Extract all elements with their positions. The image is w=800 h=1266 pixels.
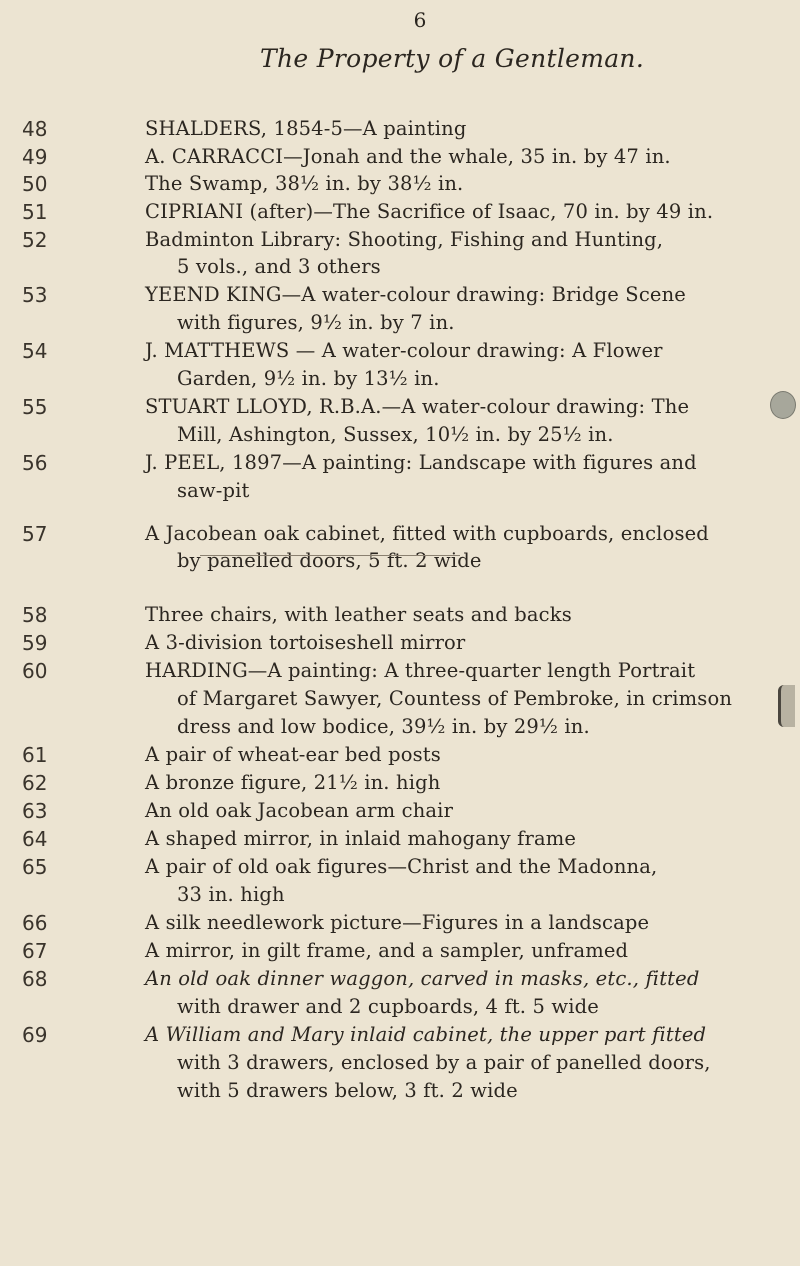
lot-number: 57: [22, 522, 48, 546]
lot-line: A Jacobean oak cabinet, fitted with cupboards, enclosed: [145, 522, 709, 545]
lot-line: A 3-division tortoiseshell mirror: [145, 631, 466, 654]
lot-line: A bronze figure, 21½ in. high: [145, 771, 441, 794]
lot-number: 51: [22, 200, 48, 224]
lot-line: Badminton Library: Shooting, Fishing and Hunting,: [145, 228, 664, 251]
lot-line: A William and Mary inlaid cabinet, the upper part fitted: [145, 1023, 707, 1046]
lot-number: 69: [22, 1023, 48, 1047]
page-number: 6: [413, 8, 427, 32]
lot-line: with figures, 9½ in. by 7 in.: [177, 311, 455, 334]
lot-line: 33 in. high: [177, 883, 285, 906]
lot-line: An old oak dinner waggon, carved in masks, etc., fitted: [145, 967, 700, 990]
lot-line: HARDING—A painting: A three-quarter length Portrait: [145, 659, 696, 682]
margin-mark: [770, 391, 796, 419]
lot-number: 64: [22, 827, 48, 851]
lot-line: by panelled doors, 5 ft. 2 wide: [177, 549, 482, 572]
lot-number: 61: [22, 743, 48, 767]
lot-line: A pair of old oak figures—Christ and the Madonna,: [145, 855, 658, 878]
lot-number: 59: [22, 631, 48, 655]
lot-line: A silk needlework picture—Figures in a landscape: [145, 911, 650, 934]
lot-line: Garden, 9½ in. by 13½ in.: [177, 367, 440, 390]
lot-number: 68: [22, 967, 48, 991]
lot-line: J. MATTHEWS — A water-colour drawing: A Flower: [145, 339, 663, 362]
lot-line: A pair of wheat-ear bed posts: [145, 743, 441, 766]
lot-line: of Margaret Sawyer, Countess of Pembroke, in crimson: [177, 687, 733, 710]
lot-line: with drawer and 2 cupboards, 4 ft. 5 wide: [177, 995, 599, 1018]
lot-number: 60: [22, 659, 48, 683]
lot-number: 63: [22, 799, 48, 823]
lot-line: A. CARRACCI—Jonah and the whale, 35 in. by 47 in.: [145, 145, 671, 168]
lot-number: 58: [22, 603, 48, 627]
lot-number: 65: [22, 855, 48, 879]
lot-line: with 5 drawers below, 3 ft. 2 wide: [177, 1079, 518, 1102]
lot-number: 62: [22, 771, 48, 795]
lot-line: 5 vols., and 3 others: [177, 255, 381, 278]
lot-line: J. PEEL, 1897—A painting: Landscape with figures and: [145, 451, 697, 474]
lot-number: 52: [22, 228, 48, 252]
lot-line: A shaped mirror, in inlaid mahogany frame: [145, 827, 577, 850]
lot-line: dress and low bodice, 39½ in. by 29½ in.: [177, 715, 590, 738]
lot-line: A mirror, in gilt frame, and a sampler, unframed: [145, 939, 629, 962]
page-title: The Property of a Gentleman.: [260, 44, 645, 73]
lot-line: saw-pit: [177, 479, 250, 502]
section-divider: [200, 555, 460, 556]
lot-line: An old oak Jacobean arm chair: [145, 799, 454, 822]
lot-number: 50: [22, 172, 48, 196]
lot-number: 55: [22, 395, 48, 419]
lot-number: 48: [22, 117, 48, 141]
lot-line: STUART LLOYD, R.B.A.—A water-colour drawing: The: [145, 395, 690, 418]
lot-line: Mill, Ashington, Sussex, 10½ in. by 25½ in.: [177, 423, 614, 446]
lot-number: 66: [22, 911, 48, 935]
lot-number: 67: [22, 939, 48, 963]
lot-number: 54: [22, 339, 48, 363]
lot-number: 56: [22, 451, 48, 475]
lot-line: SHALDERS, 1854-5—A painting: [145, 117, 467, 140]
lot-number: 53: [22, 283, 48, 307]
lot-line: The Swamp, 38½ in. by 38½ in.: [145, 172, 464, 195]
lot-line: Three chairs, with leather seats and backs: [145, 603, 572, 626]
lot-line: YEEND KING—A water-colour drawing: Bridge Scene: [145, 283, 686, 306]
lot-line: CIPRIANI (after)—The Sacrifice of Isaac, 70 in. by 49 in.: [145, 200, 714, 223]
lot-number: 49: [22, 145, 48, 169]
lot-line: with 3 drawers, enclosed by a pair of panelled doors,: [177, 1051, 711, 1074]
margin-mark: [778, 685, 795, 727]
